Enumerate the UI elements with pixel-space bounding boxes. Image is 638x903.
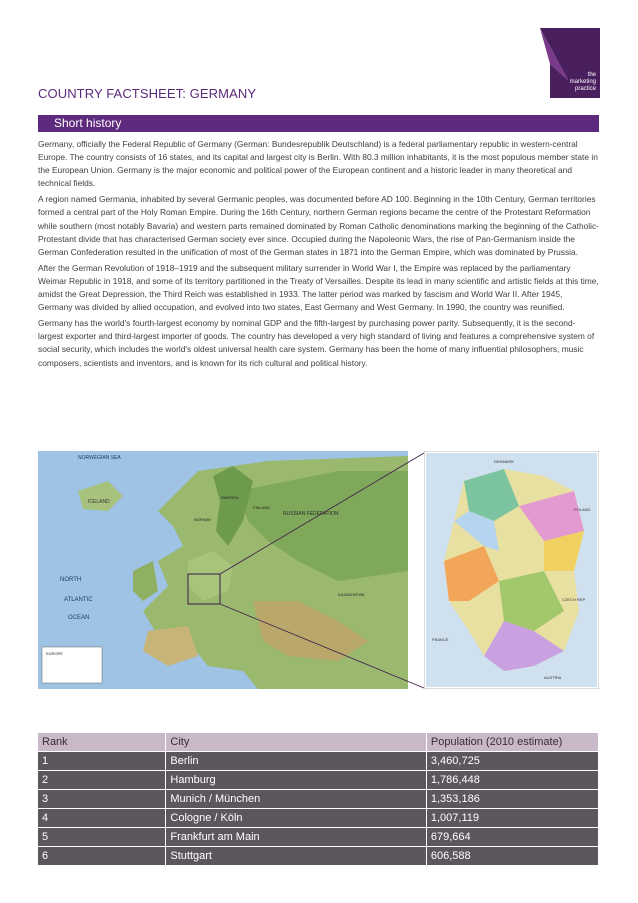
table-cell: 3,460,725 <box>426 752 598 771</box>
map-label: FRANCE <box>432 637 449 642</box>
paragraph: Germany has the world's fourth-largest economy by nominal GDP and the fifth-largest by purchasing power parity. Subsequently, it is the second-largest exporter and third-largest importer of goods. The country has developed a very high standard of living and features a comprehensive system of social security, which includes the world's oldest universal health care system. Germany has been the home of many influential philosophers, music composers, scientists and inventors, and is known for its rich cultural and political history. <box>38 318 595 368</box>
table-cell: 2 <box>38 771 166 790</box>
table-header: City <box>166 733 426 752</box>
paragraph: A region named Germania, inhabited by several Germanic peoples, was documented before AD 100. Beginning in the 10th Century, German territories formed a central part of the Holy Roman Empire. During the 16th Century, northern German regions became the centre of the Protestant Reformation while southern (most notably Bavaria) and western parts remained dominated by Roman Catholic denominations marking the beginning of the Catholic-Protestant divide that has characterised German society ever since. Occupied during the Napoleonic Wars, the rise of Pan-Germanism inside the German Confederation resulted in the unification of most of the German states in 1871 into the German Empire, which was dominated by Prussia. <box>38 194 599 257</box>
table-cell: 5 <box>38 828 166 847</box>
table-cell: 4 <box>38 809 166 828</box>
map-label: RUSSIAN FEDERATION <box>283 511 339 517</box>
map-label: DENMARK <box>494 459 515 464</box>
section-header <box>38 115 599 132</box>
table-row <box>38 809 599 828</box>
table-row <box>38 790 599 809</box>
table-header-row <box>38 733 599 752</box>
population-table <box>38 733 599 866</box>
table-row <box>38 752 599 771</box>
zoom-connector <box>220 451 425 691</box>
table-row <box>38 771 599 790</box>
logo-text-marketing: marketing <box>569 79 596 85</box>
page-title: COUNTRY FACTSHEET: GERMANY <box>38 86 257 101</box>
map-label: NORTH <box>60 577 82 583</box>
map-label: CZECH REP. <box>562 597 586 602</box>
table-cell: Cologne / Köln <box>166 809 426 828</box>
map-label: ATLANTIC <box>64 597 93 603</box>
section-title: Short history <box>54 116 122 130</box>
table-cell: Munich / München <box>166 790 426 809</box>
map-label: NORWAY <box>194 517 212 522</box>
map-label: FINLAND <box>253 505 271 510</box>
table-header: Rank <box>38 733 166 752</box>
map-legend-title: EUROPE <box>46 651 63 656</box>
map-label: OCEAN <box>68 615 90 621</box>
table-header: Population (2010 estimate) <box>426 733 598 752</box>
table-cell: 1 <box>38 752 166 771</box>
table-cell: Frankfurt am Main <box>166 828 426 847</box>
logo-text-the: the <box>587 72 596 78</box>
table-cell: 3 <box>38 790 166 809</box>
table-cell: Stuttgart <box>166 847 426 866</box>
map-label: KAZAKHSTAN <box>338 592 365 597</box>
marketing-practice-logo <box>540 28 600 98</box>
table-cell: 1,007,119 <box>426 809 598 828</box>
logo-text-practice: practice <box>574 86 596 92</box>
paragraph: Germany, officially the Federal Republic of Germany (German: Bundesrepublik Deutschland) is a federal parliamentary republic in western-central Europe. The country consists of 16 states, and its capital and largest city is Berlin. With 80.3 million inhabitants, it is the most populous member state in the European Union. Germany is the major economic and political power of the European continent and a historic leader in many theoretical and technical fields. <box>38 139 598 189</box>
table-row <box>38 847 599 866</box>
table-cell: 679,664 <box>426 828 598 847</box>
table-cell: Berlin <box>166 752 426 771</box>
table-cell: 1,786,448 <box>426 771 598 790</box>
table-cell: 606,588 <box>426 847 598 866</box>
table-cell: Hamburg <box>166 771 426 790</box>
paragraph: After the German Revolution of 1918–1919 and the subsequent military surrender in World War I, the Empire was replaced by the parliamentary Weimar Republic in 1918, and some of its territory partitioned in the Treaty of Versailles. Despite its lead in many scientific and artistic fields at this time, amidst the Great Depression, the Third Reich was established in 1933. The latter period was marked by fascism and World War II. After 1945, Germany was divided by allied occupation, and evolved into two states, East Germany and West Germany. In 1990, the country was reunified. <box>38 262 599 313</box>
table-row <box>38 828 599 847</box>
map-label: SWEDEN <box>221 495 239 500</box>
map-label: AUSTRIA <box>544 675 562 680</box>
table-cell: 1,353,186 <box>426 790 598 809</box>
map-label: POLAND <box>574 507 591 512</box>
map-label: NORWEGIAN SEA <box>78 455 121 461</box>
map-label: ICELAND <box>88 499 110 505</box>
history-text <box>38 138 599 373</box>
table-cell: 6 <box>38 847 166 866</box>
germany-map <box>424 451 599 689</box>
